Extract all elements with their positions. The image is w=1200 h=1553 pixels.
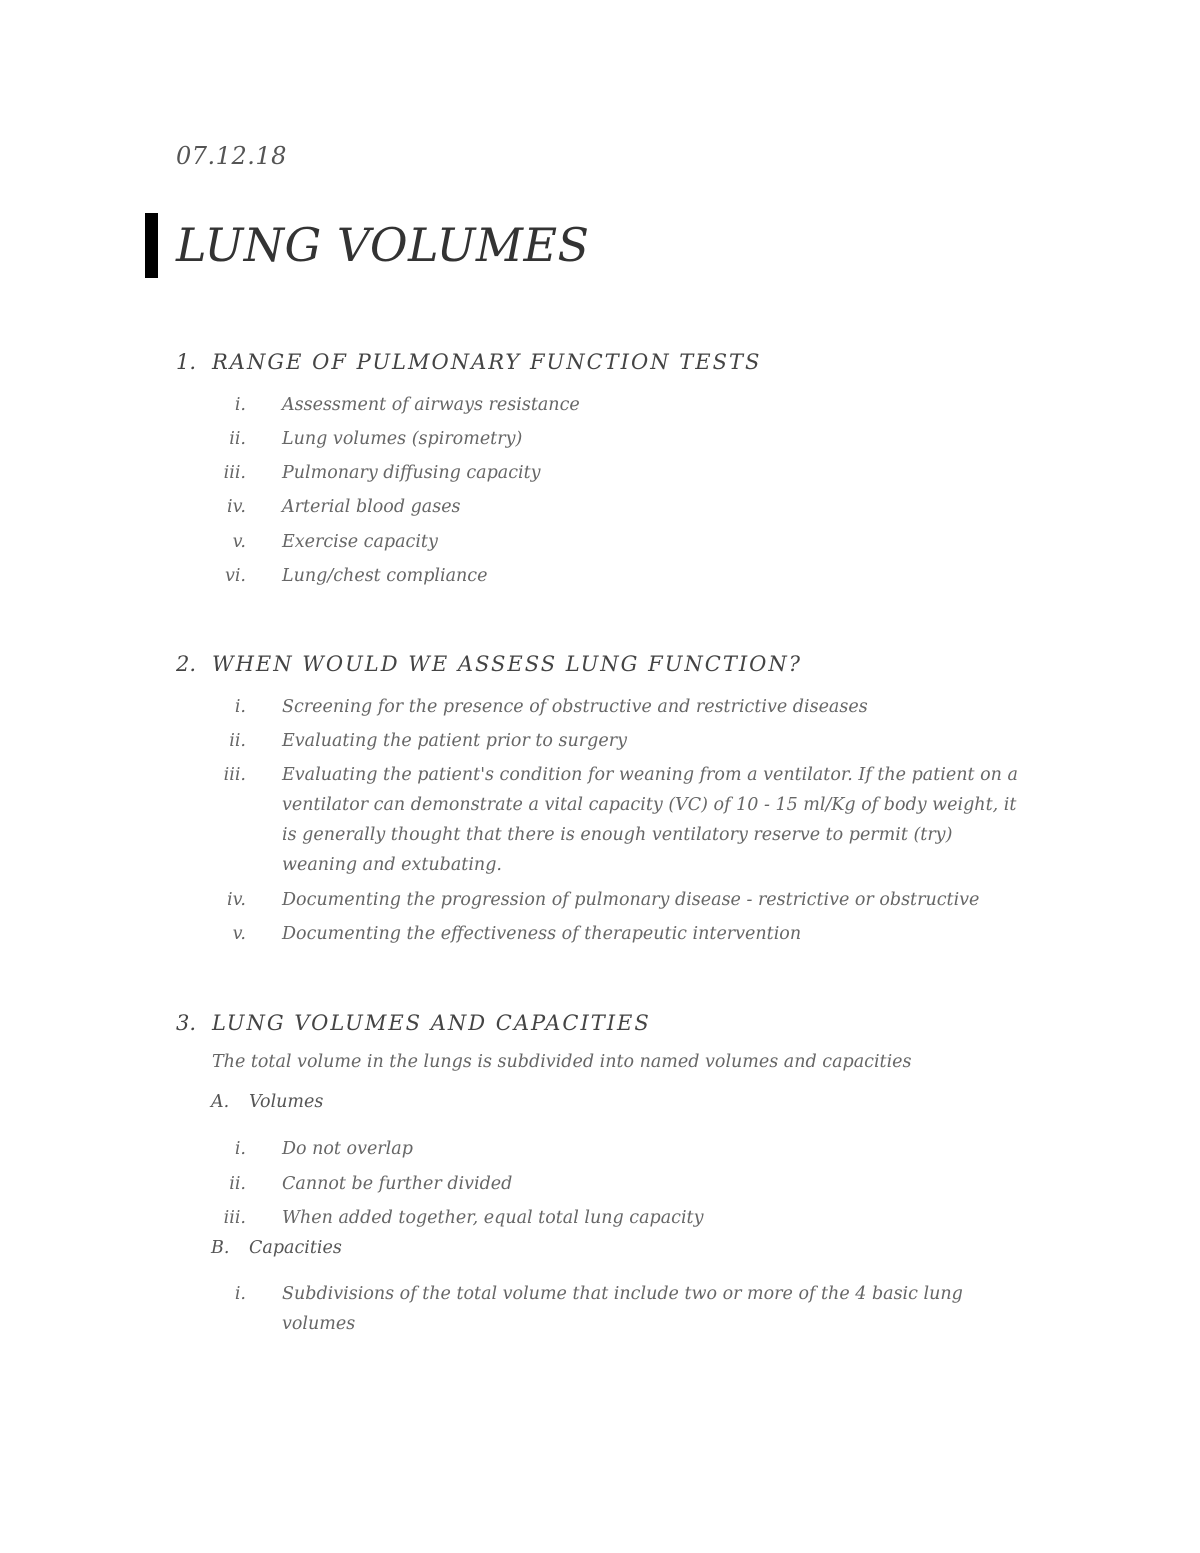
list-item-text: Lung volumes (spirometry) bbox=[282, 429, 523, 449]
subsection-letter: A. bbox=[211, 1092, 230, 1112]
subsection-label: Capacities bbox=[249, 1238, 342, 1258]
section-2-title: WHEN WOULD WE ASSESS LUNG FUNCTION? bbox=[212, 652, 802, 676]
list-marker: v. bbox=[232, 532, 246, 552]
list-item-text: Arterial blood gases bbox=[282, 497, 461, 517]
list-item-text: Cannot be further divided bbox=[282, 1174, 513, 1194]
section-1-title: RANGE OF PULMONARY FUNCTION TESTS bbox=[212, 350, 762, 374]
section-1-number: 1. bbox=[176, 350, 197, 374]
list-marker: iii. bbox=[223, 1208, 246, 1228]
list-marker: vi. bbox=[224, 566, 246, 586]
document-date: 07.12.18 bbox=[176, 142, 287, 170]
list-item-text: Exercise capacity bbox=[282, 532, 438, 552]
list-marker: ii. bbox=[229, 731, 246, 751]
section-1-heading bbox=[176, 350, 761, 374]
list-marker: iii. bbox=[223, 765, 246, 785]
list-marker: i. bbox=[234, 1139, 246, 1159]
list-item-text: Assessment of airways resistance bbox=[282, 395, 580, 415]
list-item-text: Do not overlap bbox=[282, 1139, 413, 1159]
section-3-number: 3. bbox=[176, 1011, 197, 1035]
subsection-capacities-heading bbox=[211, 1238, 342, 1258]
page-title: LUNG VOLUMES bbox=[176, 218, 590, 272]
list-item-text: Documenting the effectiveness of therapeutic intervention bbox=[282, 924, 802, 944]
list-item-text: Subdivisions of the total volume that include two or more of the 4 basic lung volumes bbox=[282, 1284, 963, 1334]
list-item-text: Screening for the presence of obstructive and restrictive diseases bbox=[282, 697, 868, 717]
section-3-heading bbox=[176, 1011, 651, 1035]
list-item-text: When added together, equal total lung capacity bbox=[282, 1208, 704, 1228]
subsection-letter: B. bbox=[211, 1238, 230, 1258]
list-marker: iii. bbox=[223, 463, 246, 483]
title-accent-bar bbox=[145, 213, 158, 278]
section-2-number: 2. bbox=[176, 652, 197, 676]
list-item-text: Evaluating the patient prior to surgery bbox=[282, 731, 627, 751]
subsection-volumes-heading bbox=[211, 1092, 323, 1112]
section-3-intro: The total volume in the lungs is subdivided into named volumes and capacities bbox=[212, 1052, 912, 1072]
list-marker: ii. bbox=[229, 1174, 246, 1194]
subsection-label: Volumes bbox=[249, 1092, 324, 1112]
list-marker: iv. bbox=[227, 497, 246, 517]
section-3-title: LUNG VOLUMES AND CAPACITIES bbox=[212, 1011, 651, 1035]
list-marker: i. bbox=[234, 1284, 246, 1304]
list-marker: i. bbox=[234, 697, 246, 717]
list-item-text: Lung/chest compliance bbox=[282, 566, 488, 586]
list-marker: v. bbox=[232, 924, 246, 944]
list-marker: ii. bbox=[229, 429, 246, 449]
section-2-heading bbox=[176, 652, 802, 676]
list-marker: iv. bbox=[227, 890, 246, 910]
list-item-text: Pulmonary diffusing capacity bbox=[282, 463, 541, 483]
list-marker: i. bbox=[234, 395, 246, 415]
list-item-text: Evaluating the patient's condition for weaning from a ventilator. If the patient on a ventilator can demonstrate a vital capacity (VC) of 10 - 15 ml/Kg of body weight, it is generally thought that there is enough ventilatory reserve to permit (try) weaning and extubating. bbox=[282, 765, 1018, 875]
list-item-text: Documenting the progression of pulmonary disease - restrictive or obstructive bbox=[282, 890, 980, 910]
